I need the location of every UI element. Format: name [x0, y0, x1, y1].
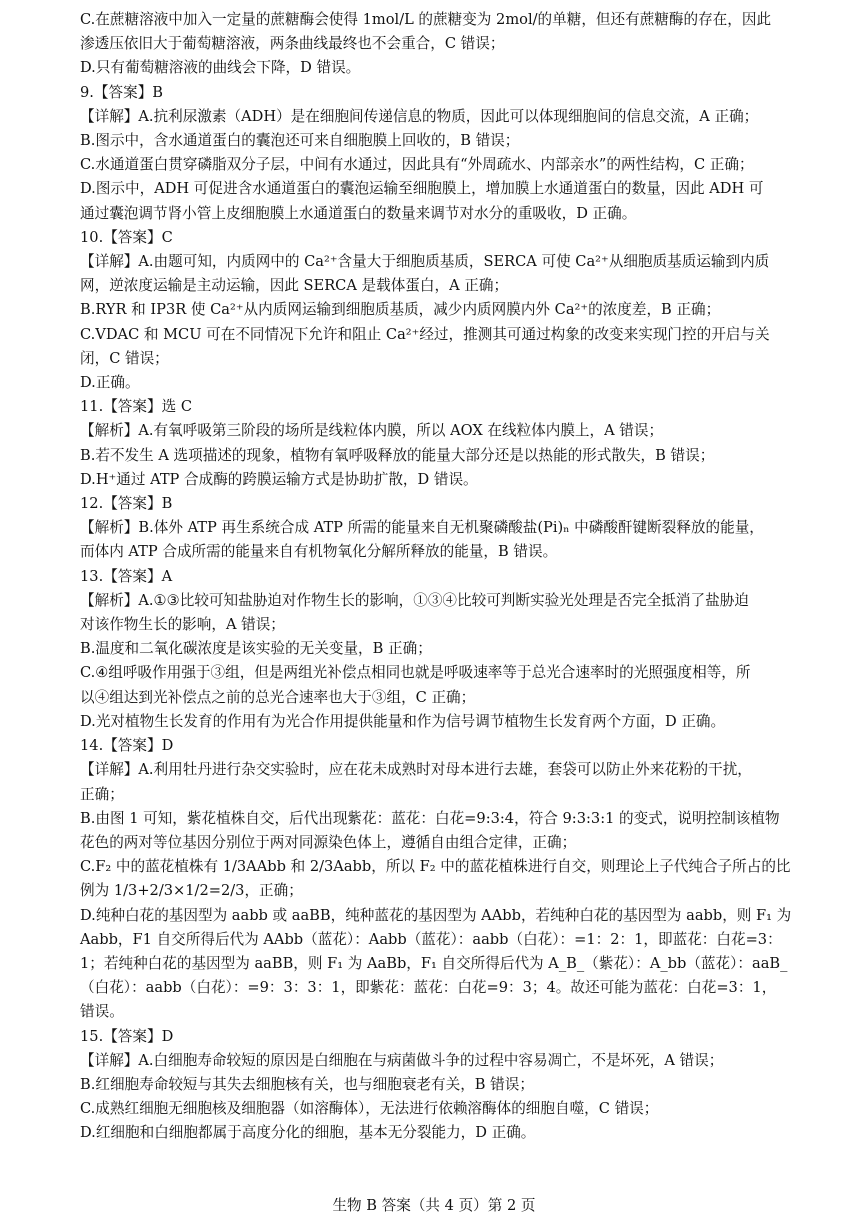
- text-line: B.由图 1 可知，紫花植株自交，后代出现紫花：蓝花：白花=9:3:4，符合 9:3:3:1 的变式，说明控制该植物: [80, 809, 780, 827]
- text-line: 【解析】A.有氧呼吸第三阶段的场所是线粒体内膜，所以 AOX 在线粒体内膜上，A 错误；: [80, 422, 664, 440]
- text-line: 13.【答案】A: [80, 567, 173, 585]
- text-line: 例为 1/3+2/3×1/2=2/3，正确；: [80, 882, 303, 900]
- text-line: 以④组达到光补偿点之前的总光合速率也大于③组，C 正确；: [80, 688, 476, 706]
- text-line: 花色的两对等位基因分别位于两对同源染色体上，遵循自由组合定律，正确；: [80, 833, 577, 851]
- text-line: 网，逆浓度运输是主动运输，因此 SERCA 是载体蛋白，A 正确；: [80, 277, 509, 295]
- text-line: 【详解】A.利用牡丹进行杂交实验时，应在花未成熟时对母本进行去雄，套袋可以防止外来花粉的干扰，: [80, 761, 752, 779]
- text-line: 【详解】A.抗利尿激素（ADH）是在细胞间传递信息的物质，因此可以体现细胞间的信息交流，A 正确；: [80, 107, 759, 125]
- text-line: D.只有葡萄糖溶液的曲线会下降，D 错误。: [80, 59, 361, 77]
- text-line: D.光对植物生长发育的作用有为光合作用提供能量和作为信号调节植物生长发育两个方面，D 正确。: [80, 712, 726, 730]
- text-line: 对该作物生长的影响，A 错误；: [80, 616, 285, 634]
- text-line: D.图示中，ADH 可促进含水通道蛋白的囊泡运输至细胞膜上，增加膜上水通道蛋白的数量，因此 ADH 可: [80, 180, 764, 198]
- text-line: 通过囊泡调节肾小管上皮细胞膜上水通道蛋白的数量来调节对水分的重吸收，D 正确。: [80, 204, 637, 222]
- text-line: B.温度和二氧化碳浓度是该实验的无关变量，B 正确；: [80, 640, 432, 658]
- text-line: B.若不发生 A 选项描述的现象，植物有氧呼吸释放的能量大部分还是以热能的形式散失，B 错误；: [80, 446, 715, 464]
- text-line: 正确；: [80, 785, 124, 803]
- text-line: 10.【答案】C: [80, 228, 173, 246]
- text-line: C.在蔗糖溶液中加入一定量的蔗糖酶会使得 1mol/L 的蔗糖变为 2mol/的单糖，但还有蔗糖酶的存在，因此: [80, 11, 772, 28]
- text-line: C.水通道蛋白贯穿磷脂双分子层，中间有水通过，因此具有“外周疏水、内部亲水”的两性结构，C 正确；: [80, 156, 754, 174]
- text-line: 1；若纯种白花的基因型为 aaBB，则 F₁ 为 AaBb，F₁ 自交所得后代为 A_B_（紫花）：A_bb（蓝花）：aaB_: [80, 954, 788, 972]
- text-line: （白花）：aabb（白花）：=9：3：3：1，即紫花：蓝花：白花=9：3；4。故还可能为蓝花：白花=3：1，: [80, 979, 777, 997]
- page-footer: 生物 B 答案（共 4 页）第 2 页: [332, 1197, 536, 1214]
- text-line: 【解析】A.①③比较可知盐胁迫对作物生长的影响，①③④比较可判断实验光处理是否完全抵消了盐胁迫: [80, 591, 749, 609]
- text-line: C.VDAC 和 MCU 可在不同情况下允许和阻止 Ca²⁺经过，推测其可通过构象的改变来实现门控的开启与关: [80, 325, 770, 343]
- text-line: 而体内 ATP 合成所需的能量来自有机物氧化分解所释放的能量，B 错误。: [80, 543, 558, 561]
- text-line: D.纯种白花的基因型为 aabb 或 aaBB，纯种蓝花的基因型为 AAbb，若纯种白花的基因型为 aabb，则 F₁ 为: [80, 906, 792, 924]
- text-line: B.RYR 和 IP3R 使 Ca²⁺从内质网运输到细胞质基质，减少内质网膜内外 Ca²⁺的浓度差，B 正确；: [80, 301, 721, 319]
- answer-document: [80, 8, 792, 1146]
- text-line: C.成熟红细胞无细胞核及细胞器（如溶酶体），无法进行依赖溶酶体的细胞自噬，C 错误；: [80, 1100, 659, 1118]
- text-line: D.H⁺通过 ATP 合成酶的跨膜运输方式是协助扩散，D 错误。: [80, 470, 478, 488]
- text-line: D.红细胞和白细胞都属于高度分化的细胞，基本无分裂能力，D 正确。: [80, 1124, 536, 1142]
- text-line: 11.【答案】选 C: [80, 398, 192, 416]
- text-line: Aabb，F1 自交所得后代为 AAbb（蓝花）：Aabb（蓝花）：aabb（白花）：=1：2：1，即蓝花：白花=3：: [80, 930, 782, 948]
- text-line: C.④组呼吸作用强于③组，但是两组光补偿点相同也就是呼吸速率等于总光合速率时的光照强度相等，所: [80, 664, 751, 682]
- text-line: 【解析】B.体外 ATP 再生系统合成 ATP 所需的能量来自无机聚磷酸盐(Pi)ₙ 中磷酸酐键断裂释放的能量，: [80, 519, 764, 537]
- text-line: B.红细胞寿命较短与其失去细胞核有关，也与细胞衰老有关，B 错误；: [80, 1075, 534, 1093]
- text-line: 15.【答案】D: [80, 1027, 174, 1045]
- text-line: 渗透压依旧大于葡萄糖溶液，两条曲线最终也不会重合，C 错误；: [80, 35, 505, 53]
- text-line: D.正确。: [80, 374, 140, 392]
- text-line: C.F₂ 中的蓝花植株有 1/3AAbb 和 2/3Aabb，所以 F₂ 中的蓝花植株进行自交，则理论上子代纯合子所占的比: [80, 858, 791, 876]
- text-line: 14.【答案】D: [80, 737, 174, 755]
- text-line: 错误。: [80, 1003, 124, 1021]
- text-line: 闭，C 错误；: [80, 349, 169, 367]
- text-line: 【详解】A.由题可知，内质网中的 Ca²⁺含量大于细胞质基质，SERCA 可使 Ca²⁺从细胞质基质运输到内质: [80, 253, 770, 271]
- text-line: 【详解】A.白细胞寿命较短的原因是白细胞在与病菌做斗争的过程中容易凋亡，不是坏死，A 错误；: [80, 1051, 724, 1069]
- text-line: B.图示中，含水通道蛋白的囊泡还可来自细胞膜上回收的，B 错误；: [80, 132, 520, 150]
- text-line: 9.【答案】B: [80, 83, 164, 101]
- text-line: 12.【答案】B: [80, 495, 173, 513]
